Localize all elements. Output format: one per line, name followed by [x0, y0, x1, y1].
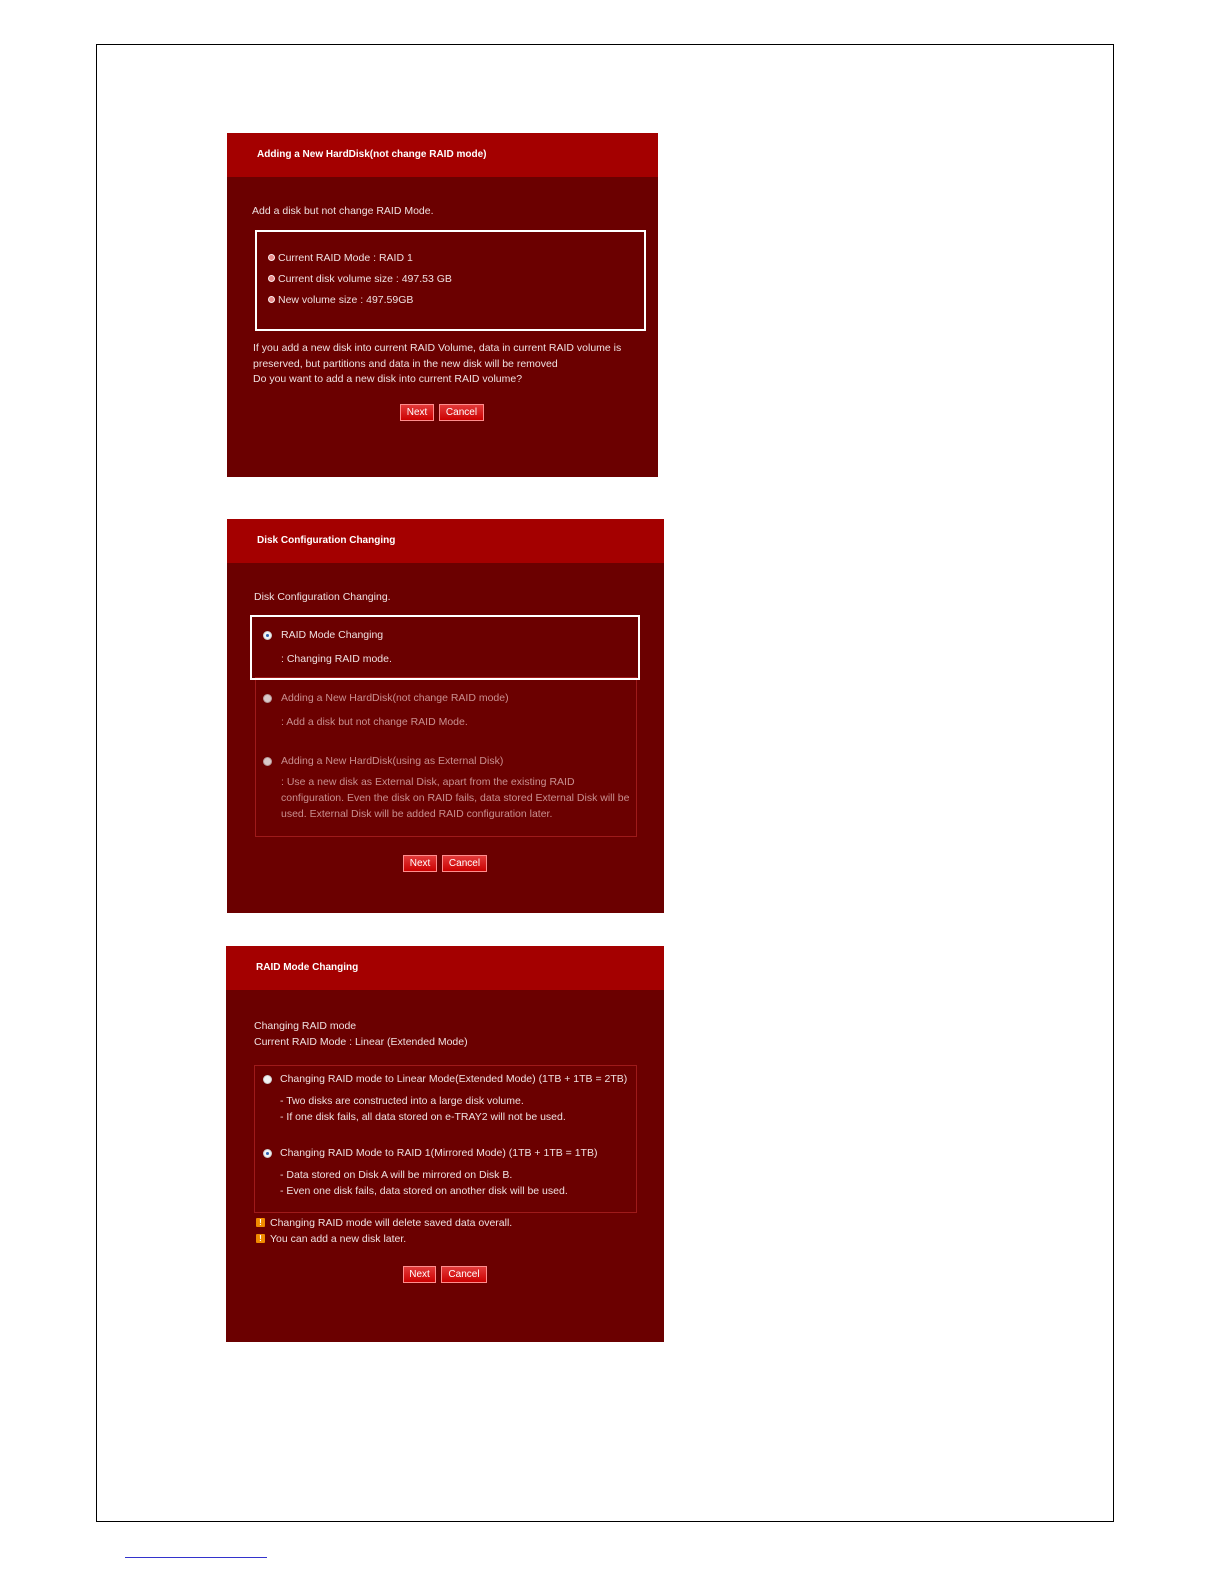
- next-button[interactable]: Next: [403, 1266, 436, 1283]
- option-desc: - Even one disk fails, data stored on another disk will be used.: [280, 1185, 568, 1197]
- linear-mode-radio[interactable]: [263, 1075, 272, 1084]
- bullet-icon: [268, 275, 275, 282]
- add-disk-radio[interactable]: [263, 694, 272, 703]
- external-disk-radio[interactable]: [263, 757, 272, 766]
- disk-config-dialog: [227, 519, 664, 913]
- option-desc: : Add a disk but not change RAID Mode.: [281, 716, 468, 728]
- option-title[interactable]: Changing RAID mode to Linear Mode(Extended Mode) (1TB + 1TB = 2TB): [280, 1073, 628, 1085]
- option-desc: configuration. Even the disk on RAID fails, data stored External Disk will be: [281, 792, 630, 804]
- message-line: Do you want to add a new disk into current RAID volume?: [253, 373, 523, 385]
- raid-mode-dialog: [226, 946, 664, 1342]
- new-volume-size: New volume size : 497.59GB: [278, 294, 414, 306]
- add-disk-dialog: [227, 133, 658, 477]
- dialog-title: RAID Mode Changing: [226, 946, 664, 990]
- current-raid-mode: Current RAID Mode : RAID 1: [278, 252, 413, 264]
- option-desc: - Two disks are constructed into a large disk volume.: [280, 1095, 524, 1107]
- dialog-intro: Changing RAID mode: [254, 1020, 357, 1032]
- warning-icon: !: [256, 1218, 265, 1227]
- option-title[interactable]: Adding a New HardDisk(not change RAID mode): [281, 692, 509, 704]
- dialog-intro: Add a disk but not change RAID Mode.: [252, 205, 434, 217]
- bullet-icon: [268, 296, 275, 303]
- raid1-mode-radio[interactable]: [263, 1149, 272, 1158]
- message-line: preserved, but partitions and data in the new disk will be removed: [253, 358, 558, 370]
- dialog-title: Adding a New HardDisk(not change RAID mode): [227, 133, 658, 177]
- option-desc: - Data stored on Disk A will be mirrored on Disk B.: [280, 1169, 513, 1181]
- next-button[interactable]: Next: [400, 404, 434, 421]
- warning-icon: !: [256, 1234, 265, 1243]
- dialog-intro: Disk Configuration Changing.: [254, 591, 391, 603]
- option-title[interactable]: Changing RAID Mode to RAID 1(Mirrored Mode) (1TB + 1TB = 1TB): [280, 1147, 598, 1159]
- cancel-button[interactable]: Cancel: [441, 1266, 487, 1283]
- message-line: If you add a new disk into current RAID Volume, data in current RAID volume is: [253, 342, 622, 354]
- cancel-button[interactable]: Cancel: [442, 855, 487, 872]
- cancel-button[interactable]: Cancel: [439, 404, 484, 421]
- option-desc: : Changing RAID mode.: [281, 653, 392, 665]
- option-title[interactable]: Adding a New HardDisk(using as External Disk): [281, 755, 504, 767]
- raid-mode-radio[interactable]: [263, 631, 272, 640]
- dialog-title: Disk Configuration Changing: [227, 519, 664, 563]
- warning-text: You can add a new disk later.: [270, 1233, 407, 1245]
- next-button[interactable]: Next: [403, 855, 437, 872]
- warning-text: Changing RAID mode will delete saved data overall.: [270, 1217, 513, 1229]
- option-desc: : Use a new disk as External Disk, apart from the existing RAID: [281, 776, 575, 788]
- bullet-icon: [268, 254, 275, 261]
- option-desc: - If one disk fails, all data stored on e-TRAY2 will not be used.: [280, 1111, 566, 1123]
- current-raid-mode: Current RAID Mode : Linear (Extended Mode): [254, 1036, 468, 1048]
- option-desc: used. External Disk will be added RAID configuration later.: [281, 808, 553, 820]
- option-title[interactable]: RAID Mode Changing: [281, 629, 384, 641]
- current-volume-size: Current disk volume size : 497.53 GB: [278, 273, 452, 285]
- footer-link[interactable]: [125, 1557, 267, 1558]
- selected-option-box: [250, 615, 640, 680]
